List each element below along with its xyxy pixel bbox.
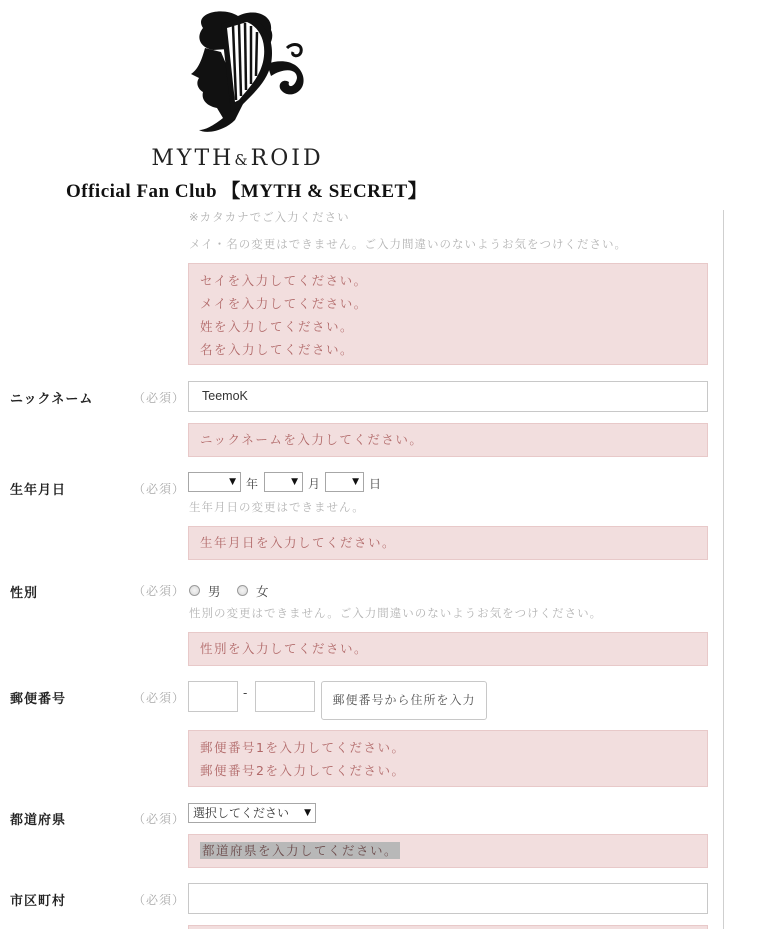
error-message: 都道府県を入力してください。: [202, 843, 399, 858]
header-logo-area: [0, 0, 772, 210]
club-prefix: Official Fan Club: [66, 181, 218, 202]
error-message: 姓を入力してください。: [200, 319, 355, 334]
chevron-down-icon: ▼: [291, 477, 298, 487]
female-radio[interactable]: [237, 585, 248, 596]
female-label: 女: [256, 584, 269, 599]
brand-wordmark: [135, 146, 340, 171]
year-unit: 年: [246, 477, 259, 491]
prefecture-error-box: [188, 834, 708, 868]
error-message: 郵便番号1を入力してください。: [200, 740, 406, 755]
birthday-note: 生年月日の変更はできません。: [189, 500, 365, 514]
content-divider: [723, 210, 724, 929]
postal-code-1-input[interactable]: [188, 681, 238, 712]
postal-code-2-input[interactable]: [255, 681, 315, 712]
birthday-label: 生年月日: [10, 483, 67, 498]
error-message: ニックネームを入力してください。: [200, 432, 424, 447]
birth-month-select[interactable]: [264, 472, 303, 492]
birth-year-select[interactable]: [188, 472, 241, 492]
nickname-error-box: [188, 423, 708, 457]
error-message: セイを入力してください。: [200, 273, 368, 288]
brand-ampersand: &: [234, 151, 251, 169]
brand-name-part1: MYTH: [151, 146, 235, 171]
postal-lookup-button[interactable]: 郵便番号から住所を入力: [321, 681, 487, 720]
name-change-note: メイ・名の変更はできません。ご入力間違いのないようお気をつけください。: [189, 237, 627, 251]
male-radio[interactable]: [189, 585, 200, 596]
error-message: 性別を入力してください。: [200, 641, 369, 656]
birthday-required: （必須）: [133, 482, 186, 496]
day-unit: 日: [369, 477, 382, 491]
postal-dash: -: [243, 686, 248, 700]
birthday-error-box: [188, 526, 708, 560]
error-message: 生年月日を入力してください。: [200, 535, 397, 550]
brand-name-part2: ROID: [250, 146, 324, 171]
gender-error-box: [188, 632, 708, 666]
gender-label: 性別: [10, 586, 39, 601]
error-message: 名を入力してください。: [200, 342, 355, 357]
city-input[interactable]: [188, 883, 708, 914]
city-error-box-partial: [188, 925, 708, 929]
chevron-down-icon: ▼: [352, 477, 359, 487]
nickname-required: （必須）: [133, 391, 186, 405]
fan-club-title: [66, 176, 427, 203]
prefecture-label: 都道府県: [10, 813, 67, 828]
prefecture-select[interactable]: [188, 803, 316, 823]
month-unit: 月: [308, 477, 321, 491]
chevron-down-icon: ▼: [229, 477, 236, 487]
prefecture-selected-value: 選択してください: [193, 806, 290, 820]
name-error-box: [188, 263, 708, 365]
gender-required: （必須）: [133, 584, 186, 598]
postal-label: 郵便番号: [10, 692, 67, 707]
city-label: 市区町村: [10, 894, 67, 909]
prefecture-required: （必須）: [133, 812, 186, 826]
katakana-note: ※カタカナでご入力ください: [189, 210, 350, 224]
postal-error-box: [188, 730, 708, 787]
club-name: 【MYTH & SECRET】: [221, 181, 428, 202]
harp-goddess-logo-icon: [183, 8, 313, 138]
nickname-label: ニックネーム: [10, 392, 94, 407]
chevron-down-icon: ▼: [304, 808, 311, 818]
postal-required: （必須）: [133, 691, 186, 705]
city-required: （必須）: [133, 893, 186, 907]
birth-day-select[interactable]: [325, 472, 364, 492]
error-message: メイを入力してください。: [200, 296, 368, 311]
error-message: 郵便番号2を入力してください。: [200, 763, 406, 778]
male-label: 男: [208, 584, 221, 599]
nickname-input[interactable]: TeemoK: [188, 381, 708, 412]
gender-note: 性別の変更はできません。ご入力間違いのないようお気をつけください。: [189, 606, 603, 620]
